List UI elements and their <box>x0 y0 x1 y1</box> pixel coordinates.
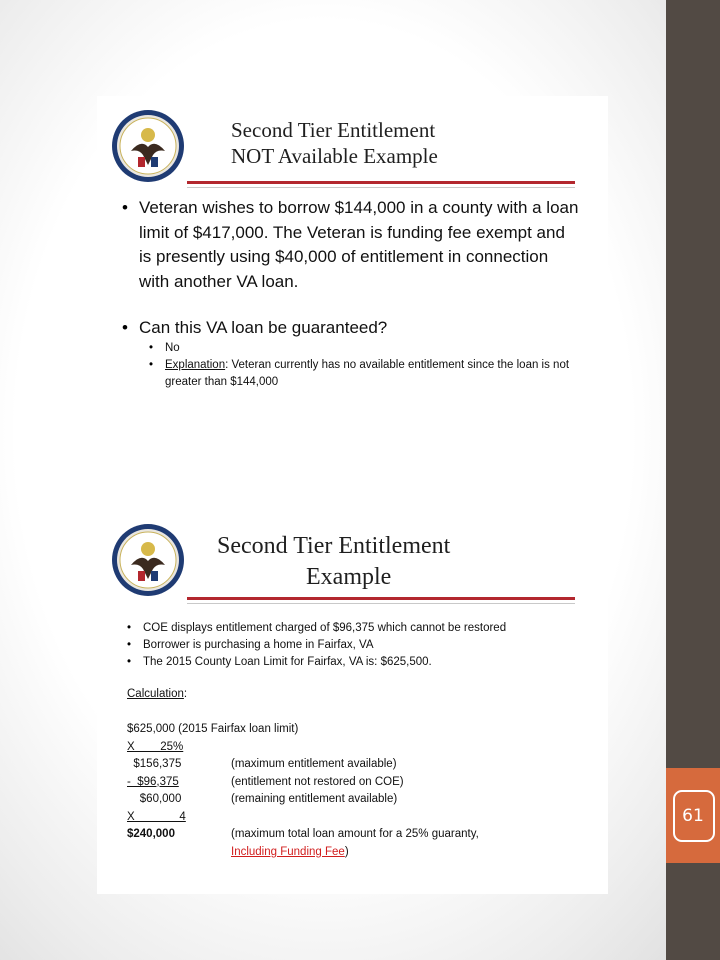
slide1-sub2 <box>165 357 570 391</box>
page-number: 61 <box>682 806 704 826</box>
va-seal-icon <box>111 109 185 183</box>
calc-amount: X 4 <box>127 810 186 823</box>
slide1-bullet2: Can this VA loan be guaranteed? <box>139 318 388 337</box>
slide1-title-rule-shadow <box>187 187 575 188</box>
slide2-title-line1: Second Tier Entitlement <box>217 533 451 559</box>
calculation-colon: : <box>183 688 188 700</box>
calc-row <box>127 756 577 774</box>
slide-image <box>97 96 608 894</box>
bullet-dot: • <box>127 622 132 634</box>
slide1-title-rule <box>187 181 575 184</box>
slide2-title-rule <box>187 597 575 600</box>
slide1-title-line2: NOT Available Example <box>231 144 438 168</box>
calc-row <box>127 774 577 792</box>
calc-row <box>127 809 577 827</box>
calc-row <box>127 721 577 739</box>
calc-amount: - $96,375 <box>127 775 179 788</box>
calc-note: (maximum total loan amount for a 25% guaranty, <box>231 828 479 840</box>
calc-row <box>127 826 577 844</box>
bullet-dot: • <box>127 656 132 668</box>
close-paren: ) <box>344 845 349 858</box>
va-seal-icon <box>111 523 185 597</box>
calc-row <box>127 739 577 757</box>
bullet-dot: • <box>122 198 128 217</box>
explanation-label: Explanation <box>165 359 226 371</box>
calc-amount: $60,000 <box>127 793 182 805</box>
slide1-title-line1: Second Tier Entitlement <box>231 118 436 142</box>
calc-amount: $240,000 <box>127 828 175 840</box>
bullet-dot: • <box>122 318 128 337</box>
sub-bullet-dot: • <box>149 342 154 354</box>
calc-amount: X 25% <box>127 740 184 753</box>
slide2-bullet1: COE displays entitlement charged of $96,375 which cannot be restored <box>143 622 507 634</box>
calc-amount: $625,000 (2015 Fairfax loan limit) <box>127 723 299 735</box>
calc-note: (maximum entitlement available) <box>231 758 397 770</box>
funding-fee-highlight: Including Funding Fee <box>231 845 345 858</box>
calc-note: (entitlement not restored on COE) <box>231 775 404 788</box>
calc-row <box>127 791 577 809</box>
slide2-bullet3: The 2015 County Loan Limit for Fairfax, VA is: $625,500. <box>143 656 432 668</box>
slide2-title-rule-shadow <box>187 603 575 604</box>
calculation-label: Calculation <box>127 688 184 700</box>
slide2-bullet2: Borrower is purchasing a home in Fairfax, VA <box>143 639 374 651</box>
calc-amount: $156,375 <box>127 758 182 770</box>
calculation-table <box>127 721 577 861</box>
sub-bullet-dot: • <box>149 359 154 371</box>
explanation-text: : Veteran currently has no available entitlement since the loan is not greater than $144,000 <box>165 359 570 388</box>
calculation-heading <box>127 686 187 703</box>
bullet-dot: • <box>127 639 132 651</box>
slide1-bullet1: Veteran wishes to borrow $144,000 in a county with a loan limit of $417,000. The Veteran is funding fee exempt and is presently using $40,000 of entitlement in connection with another VA loan. <box>139 198 579 291</box>
slide1-sub1: No <box>165 342 180 354</box>
calc-note <box>231 844 349 862</box>
calc-note: (remaining entitlement available) <box>231 793 398 805</box>
slide2-title-line2: Example <box>306 564 392 590</box>
calc-row <box>127 844 577 862</box>
